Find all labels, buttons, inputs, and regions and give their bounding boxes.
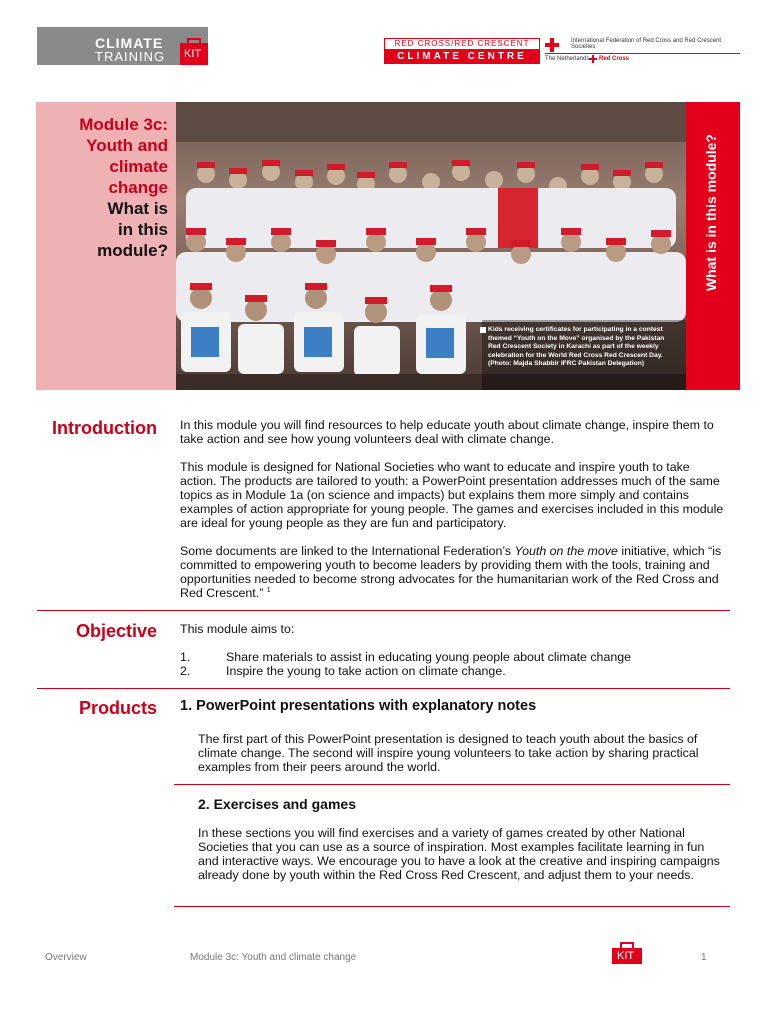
- side-tab-label: What is in this module?: [703, 134, 719, 292]
- footer-kit-icon: [612, 948, 642, 964]
- side-tab: [686, 102, 740, 390]
- products-heading: Products: [78, 698, 157, 718]
- introduction-heading: Introduction: [52, 418, 157, 438]
- climate-centre-logo: [384, 38, 540, 64]
- youth-on-the-move-text: Youth on the move: [514, 544, 618, 558]
- list-number: 1.: [180, 650, 191, 664]
- subsection-divider: [174, 906, 730, 907]
- photo-caption: [488, 326, 678, 369]
- exercises-heading: 2. Exercises and games: [198, 796, 356, 812]
- section-divider: [37, 688, 730, 689]
- objective-lead: This module aims to:: [180, 622, 295, 636]
- intro-paragraph-2: This module is designed for National Societies who want to educate and inspire youth to take action. The products are tailored to youth: a PowerPoint presentation addresses much of the same topics as in Module 1a (on science and impacts) but explains them more simply and contains examples of action appropriate for young people. The games and exercises included in this module are ideal for young people as they are fun and participatory.: [180, 460, 724, 530]
- banner-title: [40, 114, 168, 261]
- ifrc-text: International Federation of Red Cross and Red Crescent Societies: [571, 38, 722, 50]
- powerpoint-paragraph: The first part of this PowerPoint presentation is designed to teach youth about the basics of climate change. The second will inspire young volunteers to take action by sharing practical examples from their peers around the world.: [198, 732, 699, 774]
- ifrc-divider: [545, 53, 740, 54]
- title-line: in this: [117, 220, 168, 239]
- powerpoint-heading: 1. PowerPoint presentations with explanatory notes: [180, 698, 537, 714]
- intro-p3-a: Some documents are linked to the International Federation’s: [180, 544, 515, 558]
- caption-text: Kids receiving certificates for participating in a contest themed “Youth on the Move” organised by the Pakistan Red Crescent Society in Karachi as part of the weekly celebration for the World Red Cross Red Crescent Day. (Photo: Majda Shabbir IFRC Pakistan Delegation): [488, 326, 665, 368]
- subsection-divider: [174, 784, 730, 785]
- logo-line-2: TRAINING: [95, 49, 166, 64]
- footer-module: Module 3c: Youth and climate change: [190, 952, 357, 963]
- intro-p3-b: initiative, which “is committed to empowering youth to become leaders by providing them with the tools, training and opportunities needed to become strong advocates for the humanitarian work of the Red Cross and Red Crescent.”: [180, 544, 722, 600]
- title-line: Module 3c:: [79, 115, 168, 134]
- title-line: What is: [107, 199, 168, 218]
- red-cross-icon: [545, 38, 559, 52]
- footnote-ref: 1: [266, 586, 271, 594]
- footer-kit-label: KIT: [617, 950, 635, 962]
- title-line: Youth and: [86, 136, 168, 155]
- title-line: module?: [97, 241, 168, 260]
- page-number: 1: [701, 952, 707, 963]
- intro-paragraph-3: [180, 544, 728, 600]
- ifrc-logo: [545, 38, 740, 66]
- list-text: Share materials to assist in educating young people about climate change: [226, 650, 632, 664]
- intro-paragraph-1: In this module you will find resources to help educate youth about climate change, inspire them to take action and see how young volunteers deal with climate change.: [180, 418, 714, 446]
- exercises-paragraph: In these sections you will find exercises and a variety of games created by other National Societies that you can use as a source of inspiration. Most examples facilitate learning in fun and interactive ways. We encourage you to have a look at the creative and inspiring campaigns already done by youth within the Red Cross Red Crescent, and adjust them to your needs.: [198, 826, 720, 882]
- rc-logo-top: RED CROSS/RED CRESCENT: [384, 38, 540, 50]
- rc-logo-bottom: CLIMATE CENTRE: [384, 50, 540, 64]
- objective-heading: Objective: [75, 621, 157, 641]
- title-line: climate: [109, 157, 168, 176]
- nl-text: The Netherlands: [545, 56, 590, 62]
- list-number: 2.: [180, 664, 191, 678]
- nl-red-cross-icon: [589, 55, 597, 63]
- list-item: [180, 650, 631, 664]
- title-line: change: [108, 178, 168, 197]
- logo-line-1: CLIMATE: [95, 35, 164, 51]
- caption-bullet-icon: [480, 327, 486, 333]
- section-divider: [37, 610, 730, 611]
- banner-title-panel: [36, 102, 176, 390]
- list-text: Inspire the young to take action on climate change.: [226, 664, 506, 678]
- footer-overview: Overview: [45, 952, 87, 963]
- climate-training-kit-logo: [37, 27, 208, 65]
- nl-red-cross-text: Red Cross: [599, 56, 630, 62]
- kit-label: KIT: [184, 48, 202, 60]
- kit-icon: [180, 43, 208, 65]
- list-item: [180, 664, 506, 678]
